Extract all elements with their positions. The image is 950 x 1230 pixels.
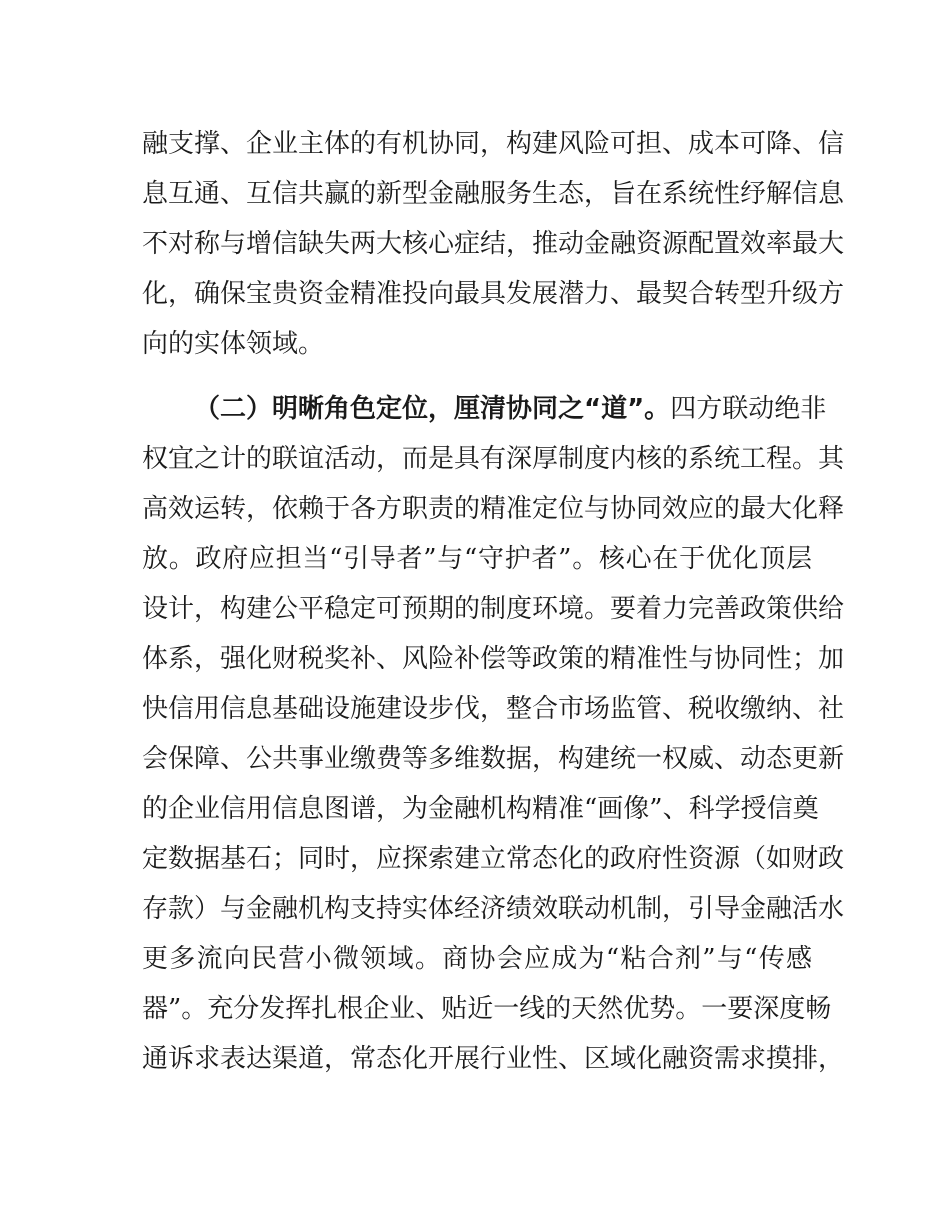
paragraph-2-line: 放。政府应担当“引导者”与“守护者”。核心在于优化顶层 [142,544,812,574]
paragraph-2-line: 存款）与金融机构支持实体经济绩效联动机制，引导金融活水 [142,894,845,924]
paragraph-2-line: 定数据基石；同时，应探索建立常态化的政府性资源（如财政 [142,844,845,874]
paragraph-1-line: 融支撑、企业主体的有机协同，构建风险可担、成本可降、信 [142,129,845,159]
paragraph-1-line: 不对称与增信缺失两大核心症结，推动金融资源配置效率最大 [142,229,845,259]
paragraph-2 [142,384,845,1084]
paragraph-2-line: 器”。充分发挥扎根企业、贴近一线的天然优势。一要深度畅 [142,994,832,1024]
paragraph-2-line: 权宜之计的联谊活动，而是具有深厚制度内核的系统工程。其 [142,444,845,474]
paragraph-2-line: 设计，构建公平稳定可预期的制度环境。要着力完善政策供给 [142,594,845,624]
paragraph-1-line: 息互通、互信共赢的新型金融服务生态，旨在系统性纾解信息 [142,179,845,209]
paragraph-2-first-line [142,384,827,434]
paragraph-1-line: 向的实体领域。 [142,329,325,359]
paragraph-2-line: 体系，强化财税奖补、风险补偿等政策的精准性与协同性；加 [142,644,845,674]
paragraph-2-line: 更多流向民营小微领域。商协会应成为“粘合剂”与“传感 [142,944,812,974]
paragraph-2-first-line-text: 四方联动绝非 [670,394,827,424]
paragraph-2-line: 的企业信用信息图谱，为金融机构精准“画像”、科学授信奠 [142,794,819,824]
paragraph-1 [142,119,845,369]
section-heading: （二）明晰角色定位，厘清协同之“道”。 [194,394,671,424]
paragraph-2-line: 快信用信息基础设施建设步伐，整合市场监管、税收缴纳、社 [142,694,845,724]
paragraph-2-line: 高效运转，依赖于各方职责的精准定位与协同效应的最大化释 [142,494,845,524]
paragraph-2-line: 通诉求表达渠道，常态化开展行业性、区域化融资需求摸排， [142,1044,845,1074]
paragraph-1-line: 化，确保宝贵资金精准投向最具发展潜力、最契合转型升级方 [142,279,845,309]
paragraph-2-line: 会保障、公共事业缴费等多维数据，构建统一权威、动态更新 [142,744,845,774]
